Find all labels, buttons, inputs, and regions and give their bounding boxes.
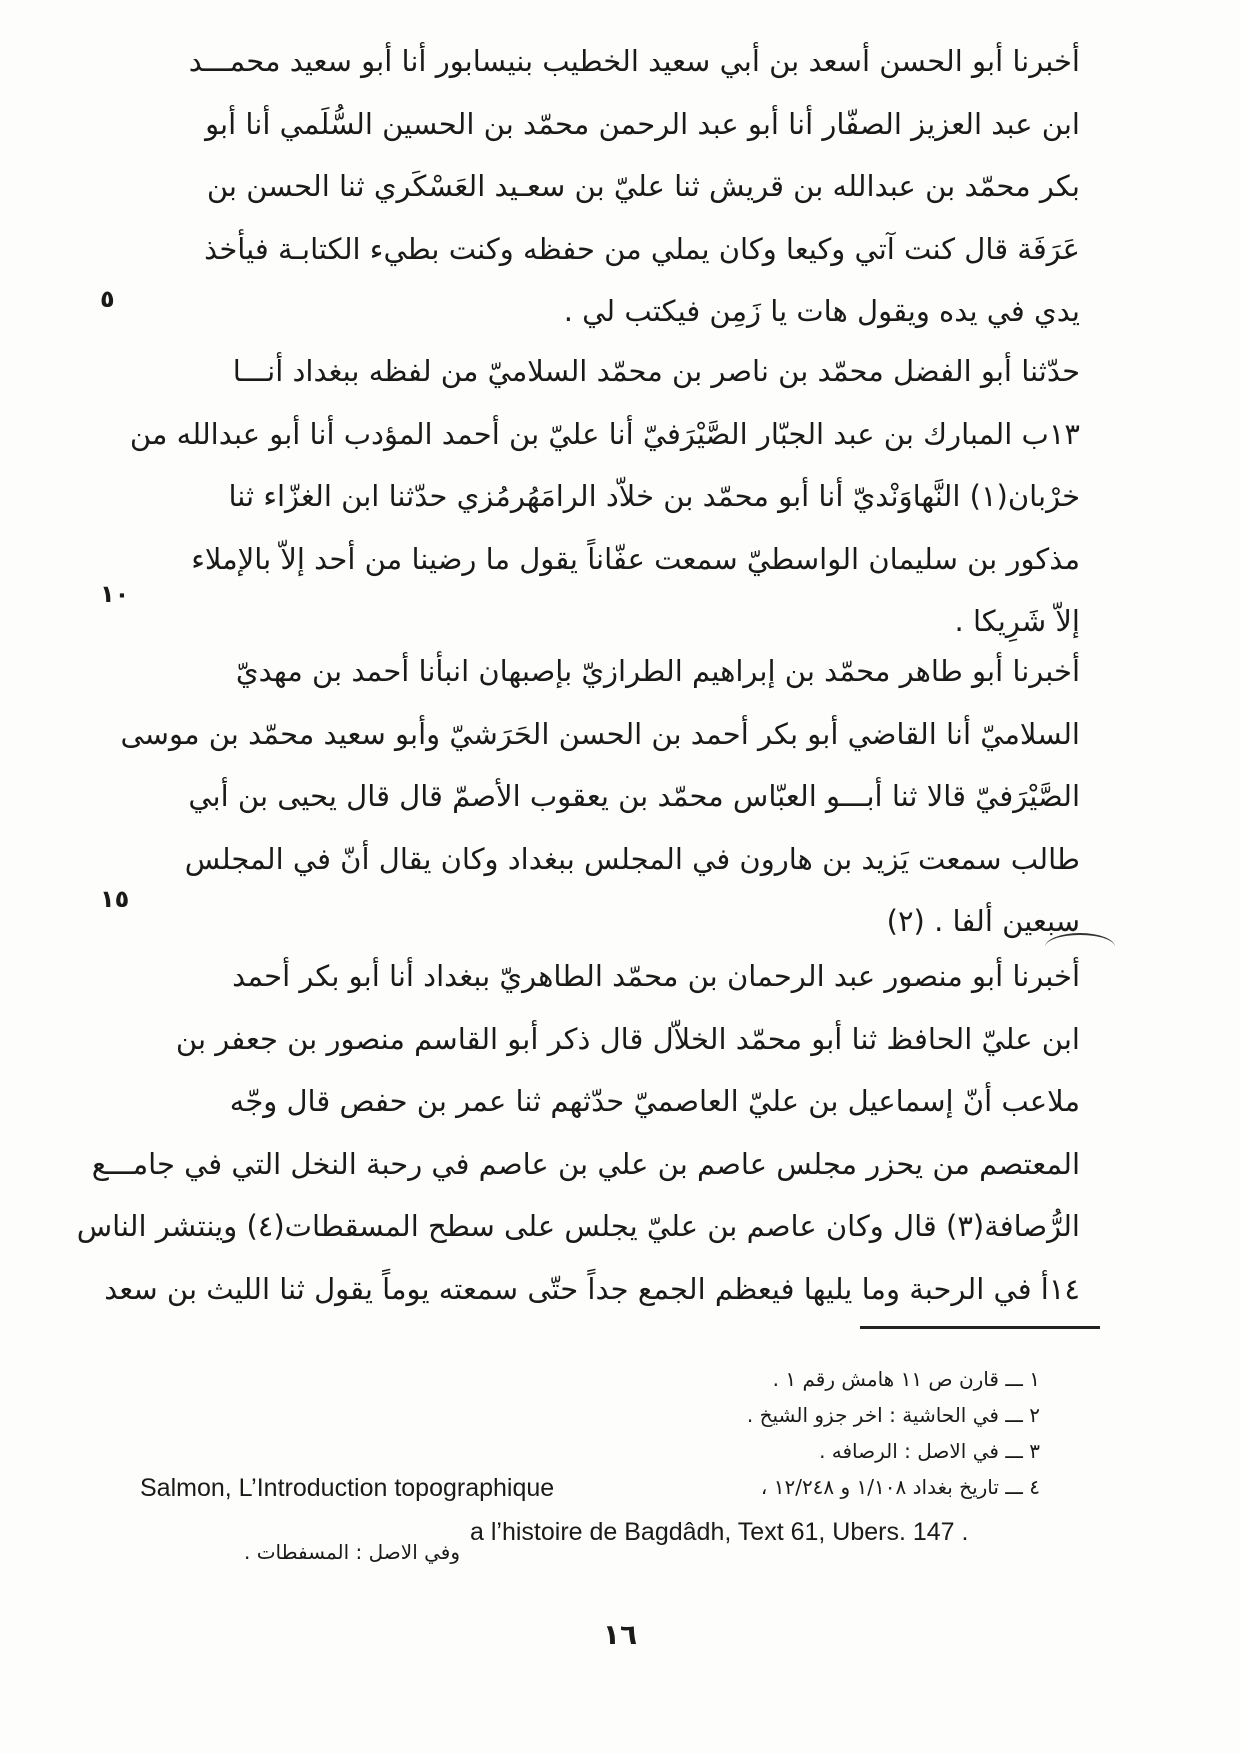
text-line: ابن عليّ الحافظ ثنا أبو محمّد الخلاّل قال ذكر أبو القاسم منصور بن جعفر بن [175, 1021, 1080, 1056]
paragraph-4 [76, 945, 1080, 1320]
text-line: ١٣ب المبارك بن عبد الجبّار الصَّيْرَفيّ أنا عليّ بن أحمد المؤدب أنا أبو عبدالله من [129, 416, 1080, 451]
text-line: أخبرنا أبو منصور عبد الرحمان بن محمّد الطاهريّ ببغداد أنا أبو بكر أحمد [232, 959, 1080, 993]
footnote-1: ١ ـــ قارن ص ١١ هامش رقم ١ . [772, 1367, 1040, 1391]
page-number: ١٦ [602, 1618, 638, 1651]
line-number-10: ١٠ [100, 580, 130, 608]
text-line: سبعين ألفا . (٢) [886, 904, 1080, 938]
text-line: الصَّيْرَفيّ قالا ثنا أبـــو العبّاس محمّد بن يعقوب الأصمّ قال قال يحيى بن أبي [188, 779, 1080, 813]
text-line: حدّثنا أبو الفضل محمّد بن ناصر بن محمّد السلاميّ من لفظه ببغداد أنـــا [232, 354, 1080, 388]
paragraph-3 [120, 640, 1080, 953]
text-line: ابن عبد العزيز الصفّار أنا أبو عبد الرحمن محمّد بن الحسين السُّلَمي أنا أبو [205, 106, 1080, 141]
text-line: طالب سمعت يَزيد بن هارون في المجلس ببغداد وكان يقال أنّ في المجلس [184, 841, 1080, 876]
paragraph-1 [135, 30, 1080, 343]
footnote-4-note: وفي الاصل : المسفطات . [243, 1540, 460, 1564]
line-number-5: ٥ [100, 285, 115, 313]
line-number-15: ١٥ [100, 885, 130, 913]
text-line: ملاعب أنّ إسماعيل بن عليّ العاصميّ حدّثهم ثنا عمر بن حفص قال وجّه [229, 1084, 1080, 1118]
footnote-4-reference: Salmon, L’Introduction topographique [140, 1474, 555, 1502]
text-line: الرُّصافة(٣) قال وكان عاصم بن عليّ يجلس على سطح المسقطات(٤) وينتشر الناس [76, 1209, 1080, 1243]
footnote-4-reference-cont: a l’histoire de Bagdâdh, Text 61, Ubers. 147 . [470, 1518, 969, 1546]
text-line: المعتصم من يحزر مجلس عاصم بن علي بن عاصم في رحبة النخل التي في جامـــع [91, 1146, 1080, 1181]
text-line: خرْبان(١) النَّهاوَنْديّ أنا أبو محمّد بن خلاّد الرامَهُرمُزي حدّثنا ابن الغزّاء ثنا [228, 479, 1080, 513]
text-line: إلاّ شَرِيكا . [954, 604, 1080, 638]
text-line: أخبرنا أبو الحسن أسعد بن أبي سعيد الخطيب بنيسابور أنا أبو سعيد محمـــد [188, 44, 1080, 78]
paragraph-2 [129, 340, 1080, 653]
footnote-2: ٢ ـــ في الحاشية : اخر جزو الشيخ . [746, 1403, 1040, 1427]
text-line: يدي في يده ويقول هات يا زَمِن فيكتب لي . [563, 294, 1080, 328]
text-line: ١٤أ في الرحبة وما يليها فيعظم الجمع جداً حتّى سمعته يوماً يقول ثنا الليث بن سعد [104, 1271, 1080, 1306]
text-line: بكر محمّد بن عبدالله بن قريش ثنا عليّ بن سعـيد العَسْكَري ثنا الحسن بن [206, 169, 1080, 203]
text-line: السلاميّ أنا القاضي أبو بكر أحمد بن الحسن الحَرَشيّ وأبو سعيد محمّد بن موسى [120, 716, 1080, 751]
text-line: أخبرنا أبو طاهر محمّد بن إبراهيم الطرازيّ بإصبهان انبأنا أحمد بن مهديّ [235, 654, 1080, 688]
footnote-3: ٣ ـــ في الاصل : الرصافه . [819, 1439, 1040, 1463]
text-line: عَرَفَة قال كنت آتي وكيعا وكان يملي من حفظه وكنت بطيء الكتابـة فيأخذ [204, 231, 1080, 266]
footnote-separator [860, 1326, 1100, 1329]
text-line: مذكور بن سليمان الواسطيّ سمعت عفّاناً يقول ما رضينا من أحد إلاّ بالإملاء [191, 541, 1080, 576]
footnote-4: ٤ ـــ تاريخ بغداد ١/١٠٨ و ١٢/٢٤٨ ، [760, 1475, 1040, 1499]
